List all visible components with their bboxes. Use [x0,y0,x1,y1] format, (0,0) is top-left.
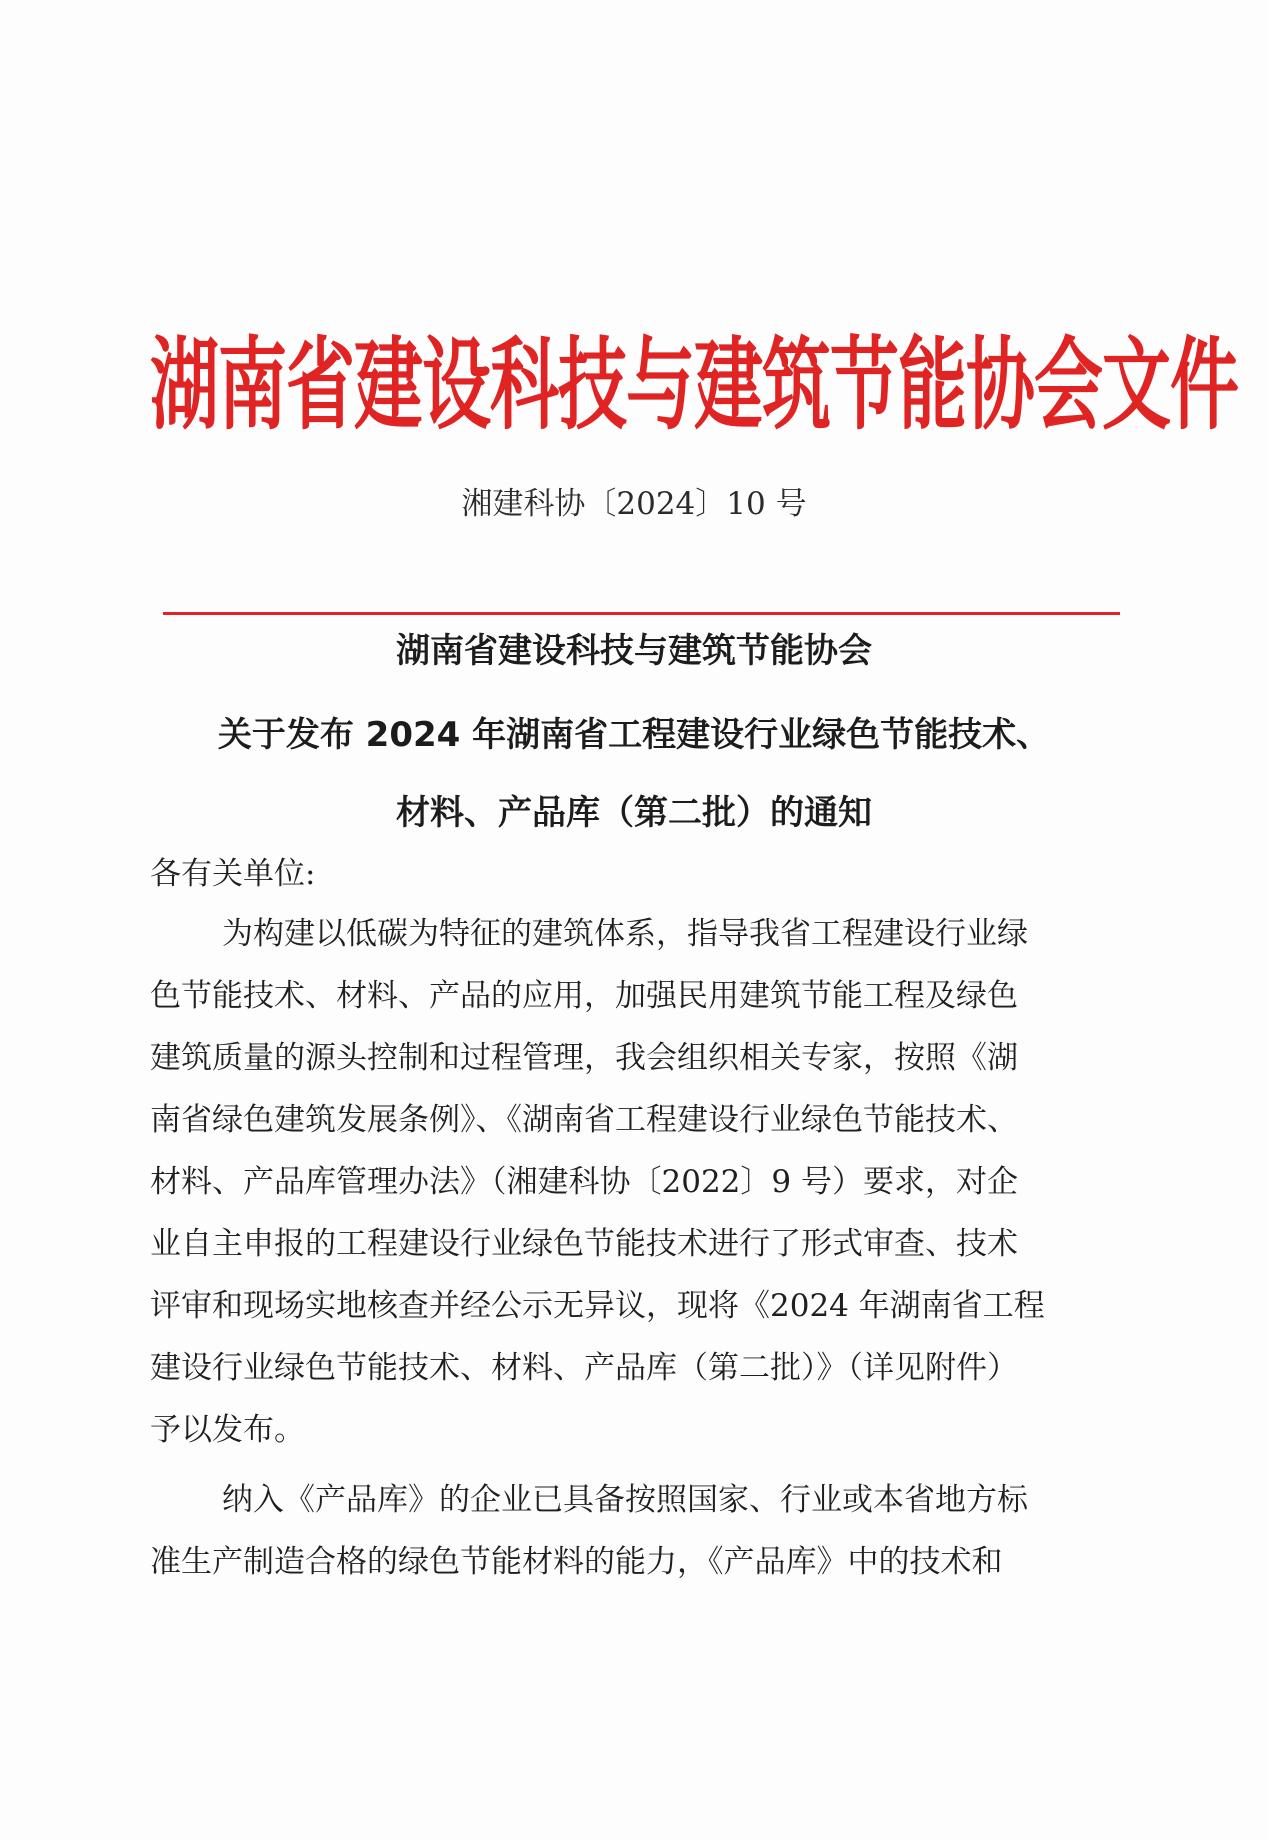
body-paragraph-line: 予以发布。 [150,1412,305,1448]
salutation: 各有关单位: [150,856,316,892]
body-paragraph-line: 为构建以低碳为特征的建筑体系，指导我省工程建设行业绿 [222,916,1028,952]
red-divider-line [163,612,1120,615]
body-paragraph-line: 南省绿色建筑发展条例》、《湖南省工程建设行业绿色节能技术、 [150,1102,1018,1138]
body-paragraph-line: 色节能技术、材料、产品的应用，加强民用建筑节能工程及绿色 [150,978,1018,1014]
notice-title-line-1: 湖南省建设科技与建筑节能协会 [396,631,872,671]
body-paragraph-line: 建设行业绿色节能技术、材料、产品库（第二批）》（详见附件） [150,1350,1018,1386]
body-paragraph-line: 业自主申报的工程建设行业绿色节能技术进行了形式审查、技术 [150,1226,1018,1262]
masthead-title: 湖南省建设科技与建筑节能协会文件 [150,328,1238,445]
body-paragraph-line: 材料、产品库管理办法》（湘建科协〔2022〕9 号）要求，对企 [150,1164,1018,1200]
body-paragraph-line: 准生产制造合格的绿色节能材料的能力，《产品库》中的技术和 [150,1544,1003,1580]
body-paragraph-line: 建筑质量的源头控制和过程管理，我会组织相关专家，按照《湖 [150,1040,1018,1076]
document-number: 湘建科协〔2024〕10 号 [461,486,807,522]
notice-title-line-3: 材料、产品库（第二批）的通知 [396,793,872,833]
notice-title-line-2: 关于发布 2024 年湖南省工程建设行业绿色节能技术、 [217,715,1051,755]
body-paragraph-line: 纳入《产品库》的企业已具备按照国家、行业或本省地方标 [222,1482,1028,1518]
body-paragraph-line: 评审和现场实地核查并经公示无异议，现将《2024 年湖南省工程 [150,1288,1045,1324]
